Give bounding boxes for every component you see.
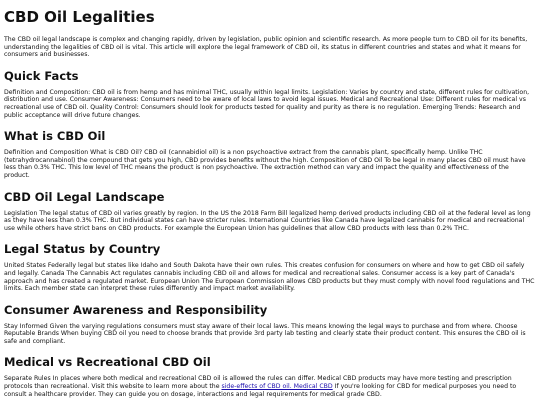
section-heading-legal-status-by-country: Legal Status by Country	[4, 242, 161, 257]
section-body-legal-status-by-country: United States Federally legal but states like Idaho and South Dakota have their own rules. This creates confusion for consumers on where and how to get CBD oil safely and legally. Canada The Cannabis Act regulates cannabis including CBD oil and allows for medical and recreational sales. Consumer access is a key part of Canada's approach and has created a regulated market. European Union The European Commission allows CBD products but they must comply with novel food regulations and THC limits. Each member state can interpret these rules differently and impact market availability.	[4, 262, 535, 293]
section-heading-consumer-awareness: Consumer Awareness and Responsibility	[4, 302, 268, 317]
body-text-after-link: If you're looking for CBD for medical purposes you need to consult a healthcare provider. They can guide you on dosage, interactions and legal requirements for medical grade CBD.	[4, 383, 517, 398]
section-heading-quick-facts: Quick Facts	[4, 68, 79, 83]
section-heading-what-is-cbd-oil: What is CBD Oil	[4, 129, 106, 144]
body-text-before-link: Separate Rules In places where both medical and recreational CBD oil is allowed the rules can differ. Medical CBD products may have more testing and prescription protocols than recreational. Visit this website to learn more about the	[4, 375, 512, 391]
intro-paragraph: The CBD oil legal landscape is complex and changing rapidly, driven by legislation, public opinion and scientific research. As more people turn to CBD oil for its benefits, understanding the legalities of CBD oil is vital. This article will explore the legal framework of CBD oil, its status in different countries and states and what it means for consumers and businesses.	[4, 36, 528, 59]
section-body-consumer-awareness: Stay Informed Given the varying regulations consumers must stay aware of their local laws. This means knowing the legal ways to purchase and from where. Choose Reputable Brands When buying CBD oil you need to choose brands that provide 3rd party lab testing and clearly state their product content. This ensures the CBD oil is safe and compliant.	[4, 322, 526, 345]
section-heading-legal-landscape: CBD Oil Legal Landscape	[4, 189, 165, 204]
section-body-legal-landscape: Legislation The legal status of CBD oil varies greatly by region. In the US the 2018 Farm Bill legalized hemp derived products including CBD oil at the federal level as long as they have less than 0.3% THC. But individual states can have stricter rules. International Countries like Canada have legalized cannabis for medical and recreational use while others have strict bans on CBD products. For example the European Union has guidelines that allow CBD products with less than 0.2% THC.	[4, 209, 531, 232]
page-title: CBD Oil Legalities	[4, 8, 155, 26]
section-body-what-is-cbd-oil: Definition and Composition What is CBD Oil? CBD oil (cannabidiol oil) is a non psychoactive extract from the cannabis plant, specifically hemp. Unlike THC (tetrahydrocannabinol) the compound that gets you high, CBD provides benefits without the high. Composition of CBD Oil To be legal in many places CBD oil must have less than 0.3% THC. This low level of THC means the product is non psychoactive. The extraction method can vary and impact the quality and effectiveness of the product.	[4, 149, 526, 179]
side-effects-link[interactable]: side-effects of CBD oil. Medical CBD	[221, 383, 333, 391]
section-body-quick-facts: Definition and Composition: CBD oil is from hemp and has minimal THC, usually within legal limits. Legislation: Varies by country and state, different rules for cultivation, distribution and use. Consumer Awareness: Consumers need to be aware of local laws to avoid legal issues. Medical and Recreational Use: Different rules for medical vs recreational use of CBD oil. Quality Control: Consumers should look for products tested for quality and purity as there is no regulation. Emerging Trends: Research and public acceptance will drive future changes.	[4, 88, 530, 119]
section-heading-medical-vs-recreational: Medical vs Recreational CBD Oil	[4, 355, 211, 370]
section-body-medical-vs-recreational	[4, 375, 536, 398]
